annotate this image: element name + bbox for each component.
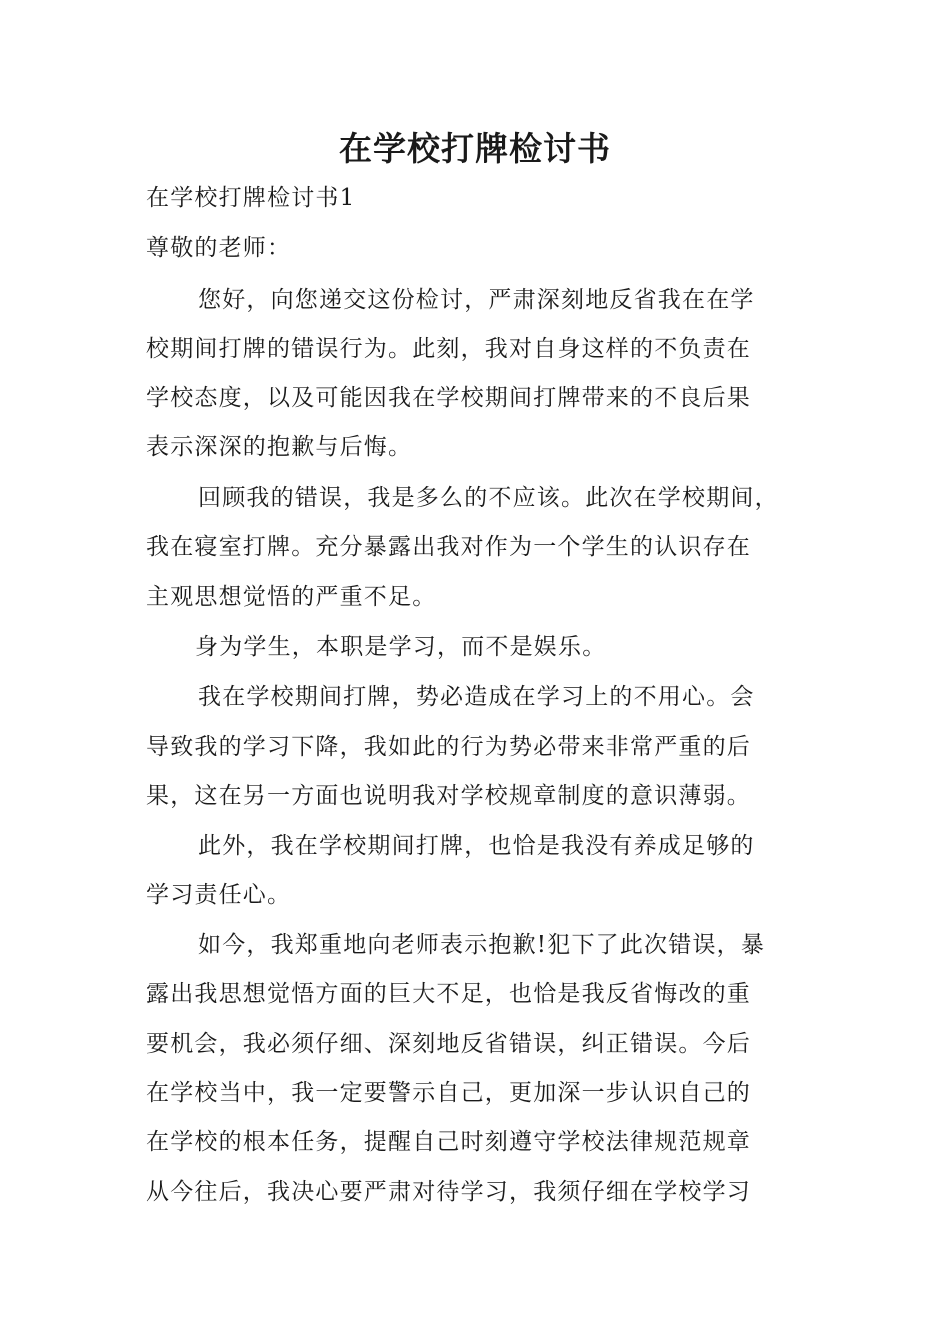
body-line: 要机会，我必须仔细、深刻地反省错误，纠正错误。今后 xyxy=(146,1031,751,1057)
body-line: 此外，我在学校期间打牌，也恰是我没有养成足够的 xyxy=(198,833,755,859)
body-line: 我在学校期间打牌，势必造成在学习上的不用心。会 xyxy=(198,684,755,710)
body-line: 在学校当中，我一定要警示自己，更加深一步认识自己的 xyxy=(146,1080,751,1106)
body-line: 导致我的学习下降，我如此的行为势必带来非常严重的后 xyxy=(146,734,751,760)
body-line: 学校态度，以及可能因我在学校期间打牌带来的不良后果 xyxy=(146,385,751,411)
body-line: 学习责任心。 xyxy=(146,882,292,908)
body-line: 露出我思想觉悟方面的巨大不足，也恰是我反省悔改的重 xyxy=(146,981,751,1007)
body-line: 我在寝室打牌。充分暴露出我对作为一个学生的认识存在 xyxy=(146,534,751,560)
body-line: 果，这在另一方面也说明我对学校规章制度的意识薄弱。 xyxy=(146,783,751,809)
body-line: 校期间打牌的错误行为。此刻，我对自身这样的不负责在 xyxy=(146,336,751,362)
body-line: 从今往后，我决心要严肃对待学习，我须仔细在学校学习 xyxy=(146,1179,751,1205)
body-line: 回顾我的错误，我是多么的不应该。此次在学校期间， xyxy=(198,485,779,511)
salutation: 尊敬的老师： xyxy=(146,235,292,261)
body-line: 主观思想觉悟的严重不足。 xyxy=(146,584,437,610)
body-line: 在学校的根本任务，提醒自己时刻遵守学校法律规范规章 xyxy=(146,1129,751,1155)
document-subtitle: 在学校打牌检讨书1 xyxy=(146,185,356,211)
body-line: 身为学生，本职是学习，而不是娱乐。 xyxy=(195,634,607,660)
document-title: 在学校打牌检讨书 xyxy=(339,129,611,168)
body-line: 您好，向您递交这份检讨，严肃深刻地反省我在在学 xyxy=(198,287,755,313)
body-line: 如今，我郑重地向老师表示抱歉!犯下了此次错误，暴 xyxy=(198,932,766,958)
body-line: 表示深深的抱歉与后悔。 xyxy=(146,434,413,460)
